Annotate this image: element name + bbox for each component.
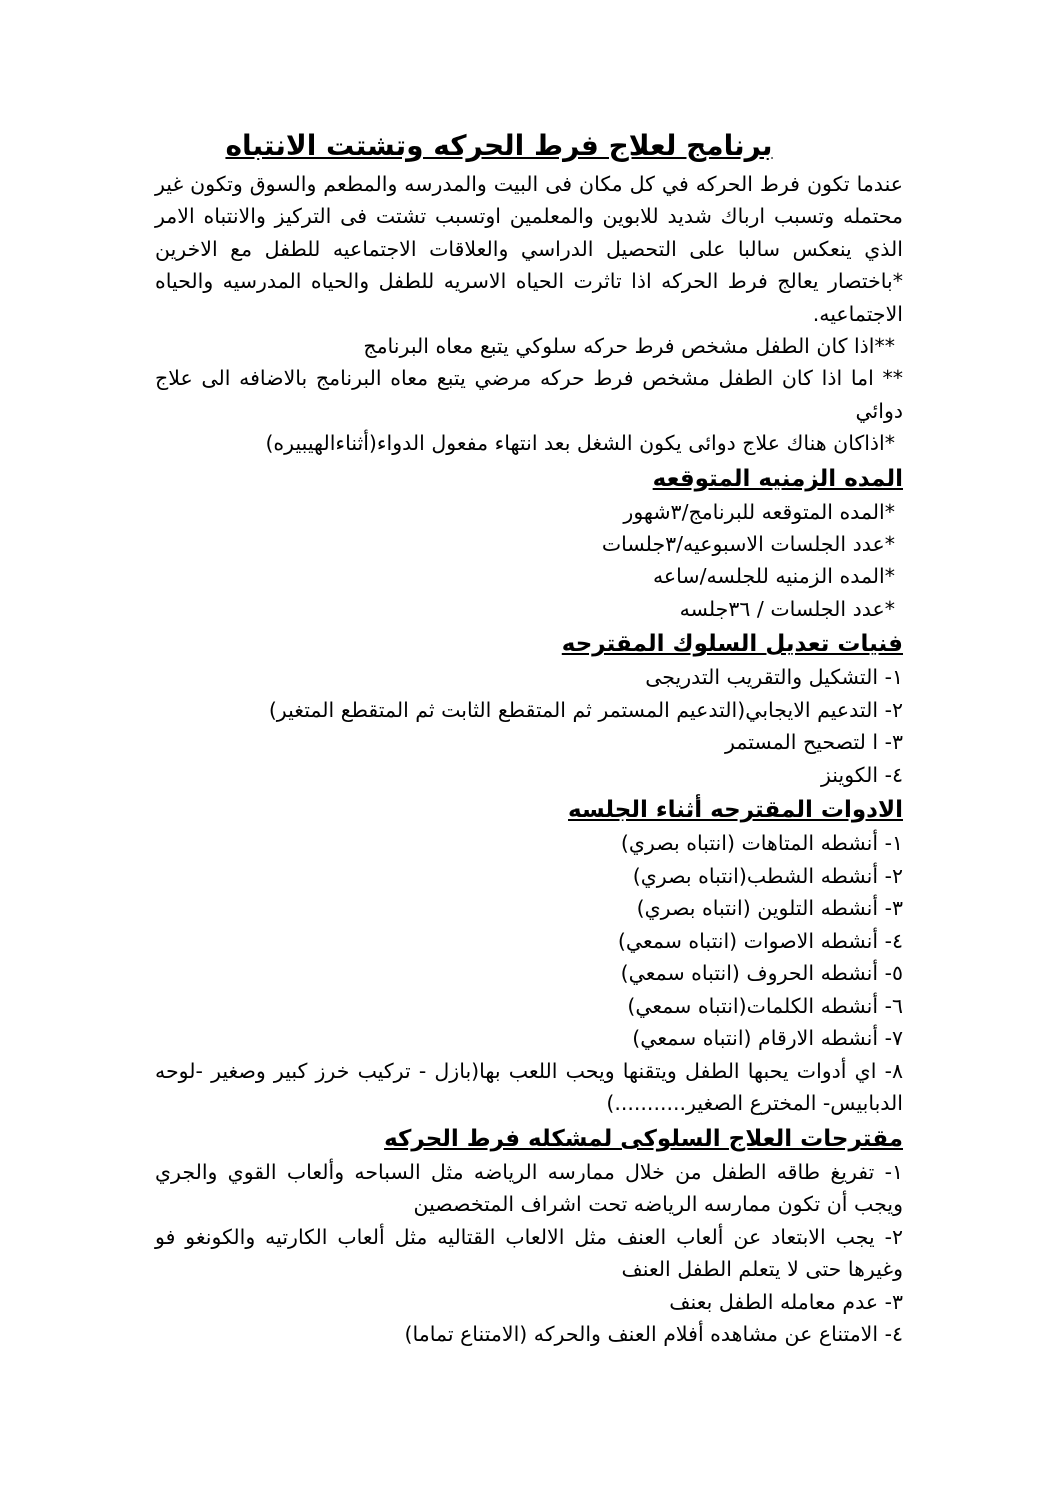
note-behavioral: **اذا كان الطفل مشخص فرط حركه سلوكي يتبع معاه البرنامج: [363, 334, 895, 359]
technique-item: ١- التشكيل والتقريب التدريجى: [645, 665, 903, 690]
duration-item: *المده الزمنيه للجلسه/ساعه: [652, 564, 895, 589]
technique-item: ٢- التدعيم الايجابي(التدعيم المستمر ثم المتقطع الثابت ثم المتقطع المتغير): [268, 697, 903, 722]
behavioral-item: ٣- عدم معامله الطفل بعنف: [669, 1289, 903, 1314]
duration-item: *عدد الجلسات الاسبوعيه/٣جلسات: [601, 532, 895, 557]
document-page: [155, 128, 903, 1351]
duration-item: *المده المتوقعه للبرنامج/٣شهور: [623, 499, 895, 524]
note-medical: ** اما اذا كان الطفل مشخص فرط حركه مرضي يتبع معاه البرنامج بالاضافه الى علاج دوائي: [155, 366, 903, 423]
tool-item: ٢- أنشطه الشطب(انتباه بصري): [632, 863, 903, 888]
tool-item: ٧- أنشطه الارقام (انتباه سمعي): [632, 1026, 903, 1051]
tool-item: ١- أنشطه المتاهات (انتباه بصري): [620, 831, 903, 856]
tools-heading: الادوات المقترحه أثناء الجلسه: [568, 797, 903, 824]
technique-item: ٤- الكوينز: [821, 762, 903, 787]
technique-item: ٣- ا لتصحيح المستمر: [725, 730, 903, 755]
document-title: برنامج لعلاج فرط الحركه وتشتت الانتباه: [225, 129, 773, 162]
behavioral-item: ١- تفريغ طاقه الطفل من خلال ممارسه الرياضه مثل السباحه وألعاب القوي والجري ويجب أن تكون ممارسه الرياضه تحت اشراف المتخصصين: [155, 1159, 903, 1217]
tool-item: ٣- أنشطه التلوين (انتباه بصري): [636, 896, 903, 921]
tool-item: ٨- اي أدوات يحبها الطفل ويتقنها ويحب اللعب بها(بازل - تركيب خرز كبير وصغير -لوحه الدبابيس- المخترع الصغير...........): [155, 1058, 903, 1116]
behavioral-item: ٢- يجب الابتعاد عن ألعاب العنف مثل الالعاب القتاليه مثل ألعاب الكارتيه والكونغو فو وغيرها حتى لا يتعلم الطفل العنف: [155, 1224, 903, 1282]
behavioral-heading: مقترحات العلاج السلوكى لمشكله فرط الحركه: [384, 1125, 903, 1152]
duration-item: *عدد الجلسات / ٣٦جلسه: [679, 596, 895, 621]
techniques-heading: فنيات تعديل السلوك المقترحه: [561, 631, 903, 658]
note-medication-timing: *اذاكان هناك علاج دوائى يكون الشغل بعد انتهاء مفعول الدواء(أثناءالهيبيره): [265, 431, 895, 456]
duration-heading: المده الزمنيه المتوقعه: [652, 465, 903, 492]
tool-item: ٥- أنشطه الحروف (انتباه سمعي): [620, 961, 903, 986]
tool-item: ٦- أنشطه الكلمات(انتباه سمعي): [627, 993, 903, 1018]
behavioral-item: ٤- الامتناع عن مشاهده أفلام العنف والحركه (الامتناع تماما): [404, 1322, 903, 1347]
tool-item: ٤- أنشطه الاصوات (انتباه سمعي): [617, 928, 903, 953]
intro-paragraph: عندما تكون فرط الحركه في كل مكان فى البيت والمدرسه والمطعم والسوق وتكون غير محتمله وتسبب ارباك شديد للابوين والمعلمين اوتسبب تشتت فى التركيز والانتباه الامر الذي ينعكس سالبا على التحصيل الدراسي والعلاقات الاجتماعيه للطفل مع الاخرين *باختصار يعالج فرط الحركه اذا تاثرت الحياه الاسريه للطفل والحياه المدرسيه والحياه الاجتماعيه.: [155, 172, 903, 326]
